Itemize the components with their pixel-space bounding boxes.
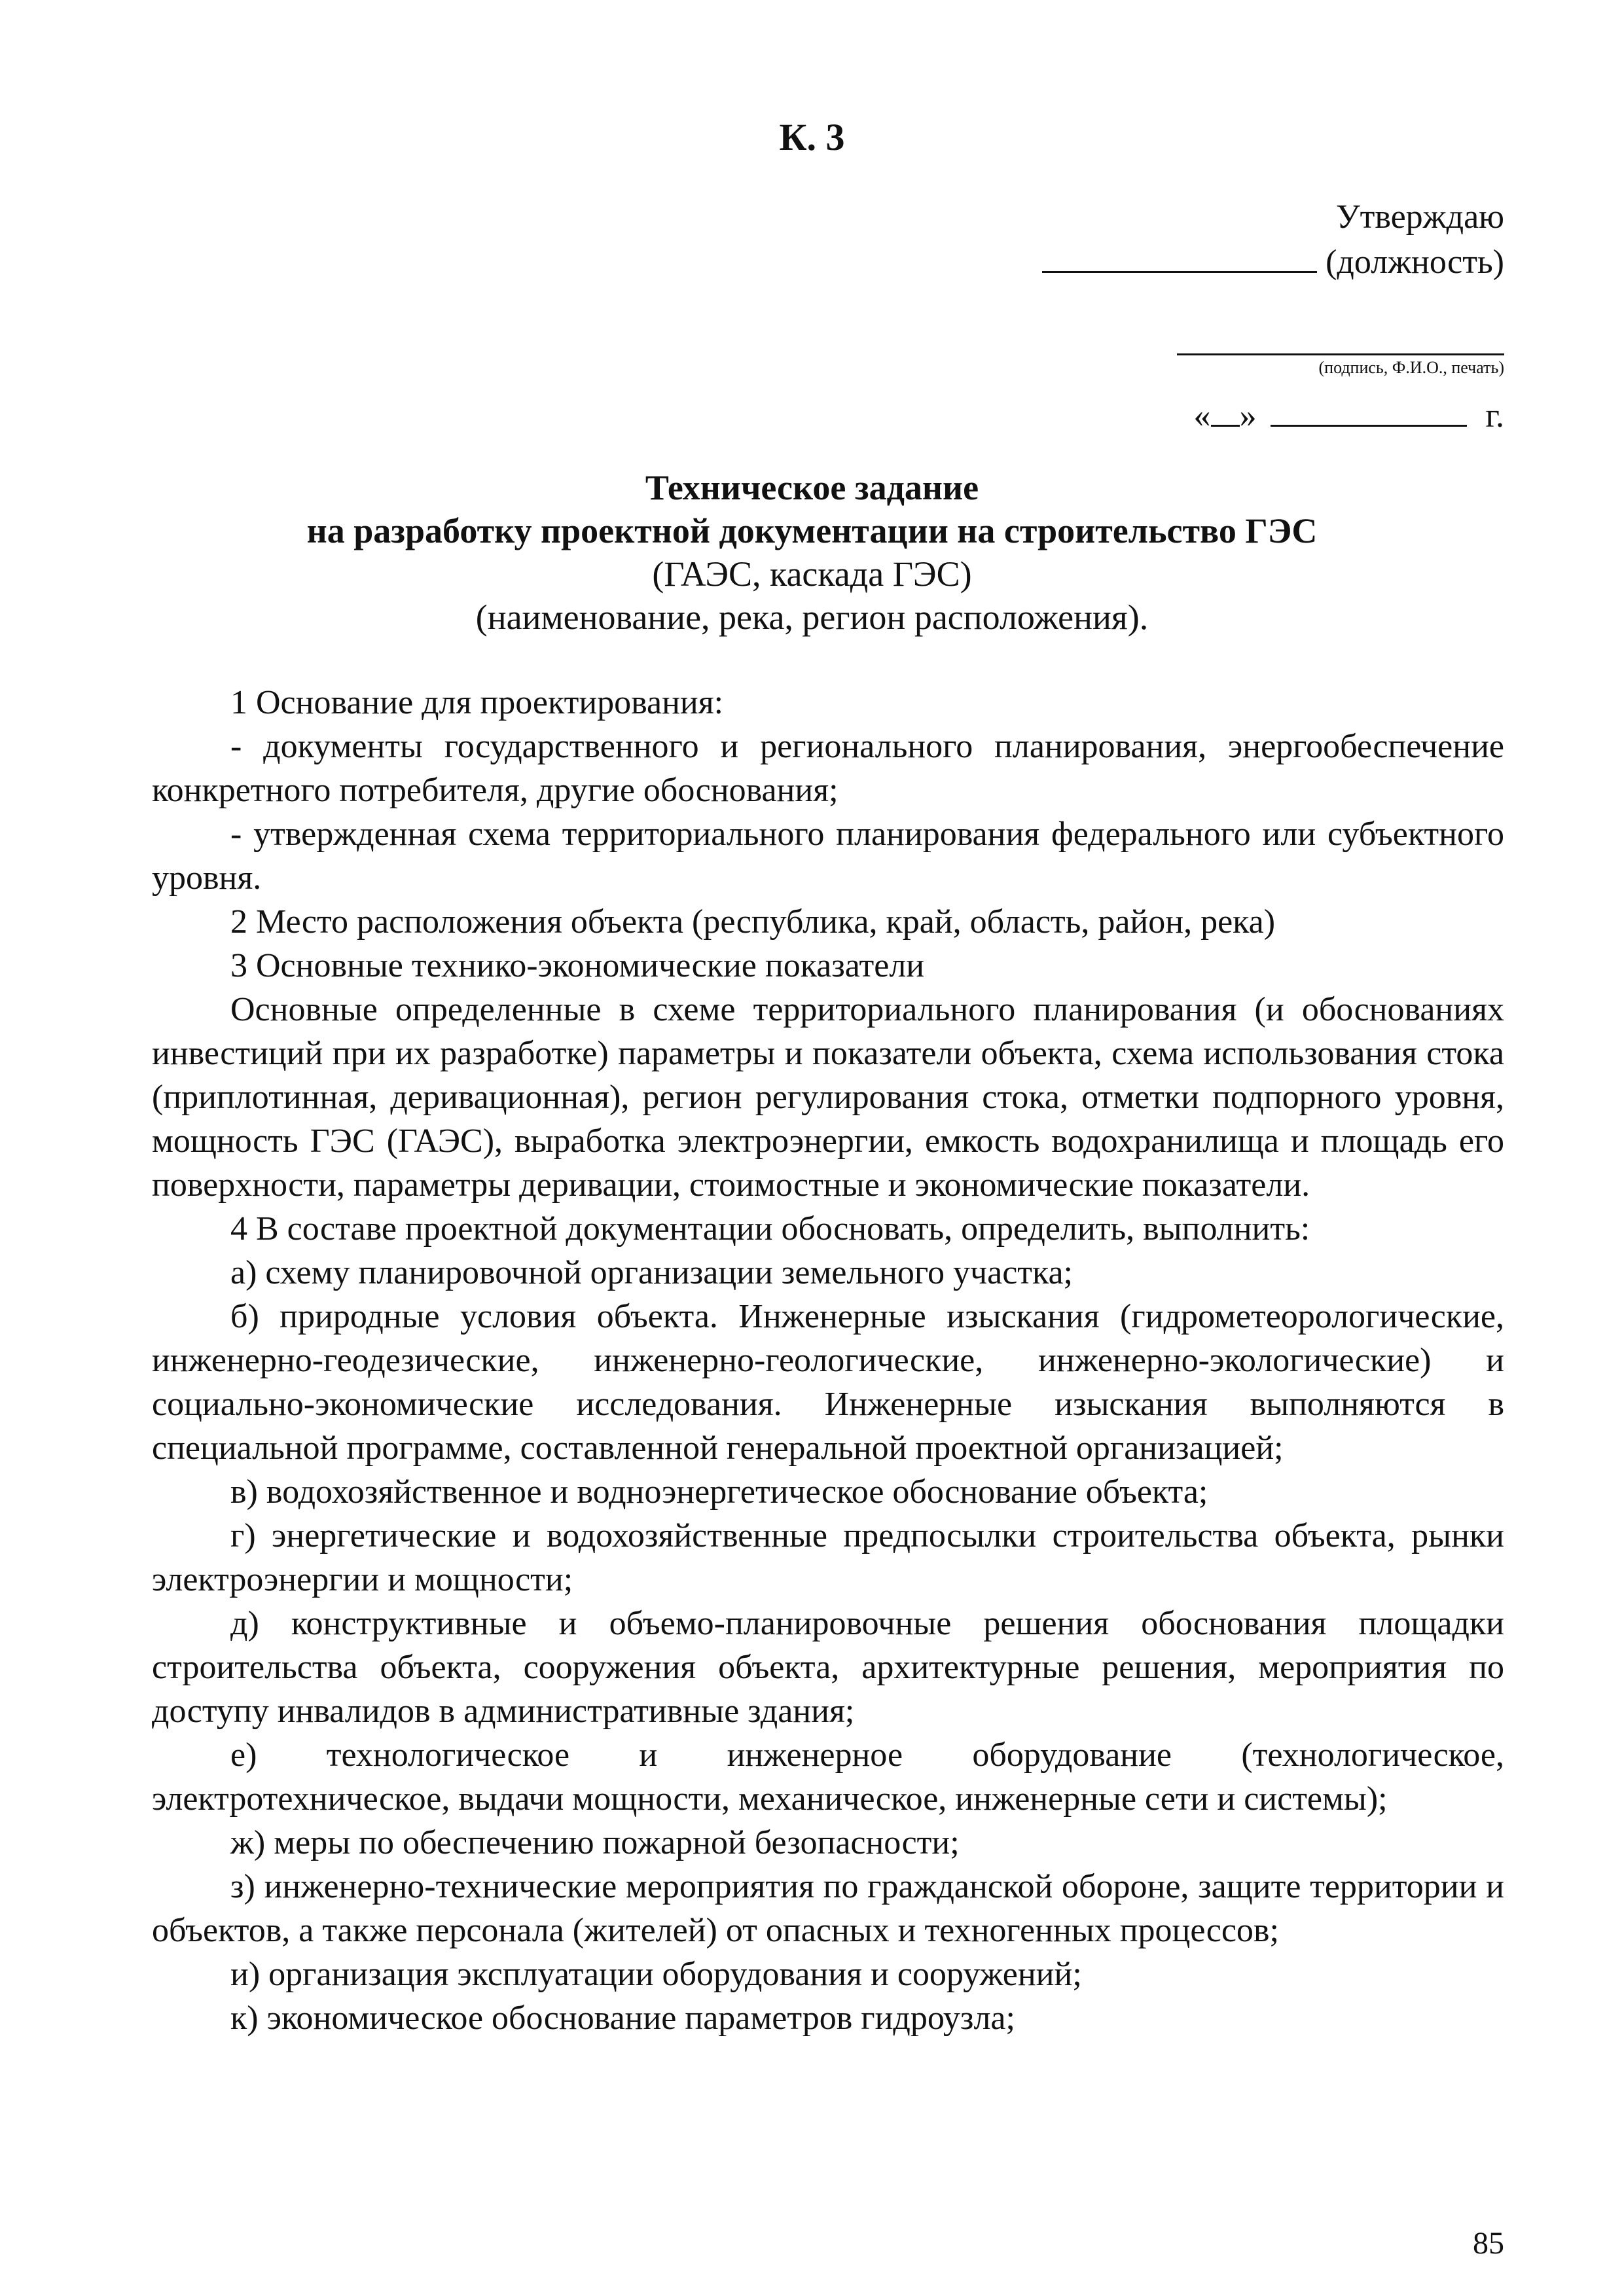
document-body (152, 681, 1504, 2040)
paragraph: б) природные условия объекта. Инженерные изыскания (гидрометеорологические, инженерно-геодезические, инженерно-геологические, инженерно-экологические) и социально-экономические исследования. Инженерные изыскания выполняются в специальной программе, составленной генеральной проектной организацией; (152, 1298, 1504, 1467)
paragraph: ж) меры по обеспечению пожарной безопасности; (230, 1824, 960, 1861)
month-blank (1271, 396, 1467, 427)
year-suffix: г. (1485, 397, 1504, 435)
paragraph: в) водохозяйственное и водноэнергетическое обоснование объекта; (230, 1473, 1208, 1511)
title-line-2: на разработку проектной документации на строительство ГЭС (306, 511, 1318, 550)
paragraph: Основные определенные в схеме территориального планирования (и обоснованиях инвестиций при их разработке) параметры и показатели объекта, схема использования стока (приплотинная, деривационная), регион регулирования стока, отметки подпорного уровня, мощность ГЭС (ГАЭС), выработка электроэнергии, емкость водохранилища и площадь его поверхности, параметры деривации, стоимостные и экономические показатели. (152, 991, 1504, 1204)
day-blank (1211, 396, 1240, 427)
position-line (915, 240, 1504, 284)
paragraph: 3 Основные технико-экономические показатели (230, 947, 925, 984)
paragraph: 1 Основание для проектирования: (230, 684, 724, 721)
paragraph: к) экономическое обоснование параметров гидроузла; (230, 2000, 1015, 2037)
paragraph: а) схему планировочной организации земельного участка; (230, 1254, 1073, 1291)
appendix-code: К. 3 (779, 116, 845, 158)
approval-block (915, 195, 1504, 284)
title-line-4: (наименование, река, регион расположения). (475, 598, 1149, 637)
document-title (0, 466, 1624, 639)
paragraph: - документы государственного и регионального планирования, энергообеспечение конкретного потребителя, другие обоснования; (152, 728, 1504, 809)
approve-word: Утверждаю (1335, 198, 1504, 236)
paragraph: - утвержденная схема территориального планирования федерального или субъектного уровня. (152, 816, 1504, 897)
signature-caption: (подпись, Ф.И.О., печать) (1318, 358, 1504, 377)
signature-line (1177, 353, 1504, 355)
paragraph: и) организация эксплуатации оборудования и сооружений; (230, 1956, 1082, 1993)
paragraph: д) конструктивные и объемо-планировочные решения обоснования площадки строительства объекта, сооружения объекта, архитектурные решения, мероприятия по доступу инвалидов в административные здания; (152, 1605, 1504, 1730)
title-line-1: Техническое задание (645, 468, 979, 507)
page-number: 85 (1473, 2226, 1504, 2261)
paragraph: е) технологическое и инженерное оборудование (технологическое, электротехническое, выдачи мощности, механическое, инженерные сети и системы); (152, 1736, 1504, 1818)
paragraph: 4 В составе проектной документации обосновать, определить, выполнить: (230, 1210, 1310, 1247)
title-line-3: (ГАЭС, каскада ГЭС) (652, 554, 972, 594)
paragraph: з) инженерно-технические мероприятия по гражданской обороне, защите территории и объектов, а также персонала (жителей) от опасных и техногенных процессов; (152, 1868, 1504, 1949)
date-close-quote: » (1239, 397, 1257, 435)
paragraph: 2 Место расположения объекта (республика, край, область, район, река) (230, 903, 1276, 941)
paragraph: г) энергетические и водохозяйственные предпосылки строительства объекта, рынки электроэнергии и мощности; (152, 1517, 1504, 1598)
position-label: (должность) (1326, 243, 1504, 281)
date-line (1194, 394, 1504, 439)
position-blank (1042, 240, 1317, 273)
date-open-quote: « (1193, 397, 1211, 435)
